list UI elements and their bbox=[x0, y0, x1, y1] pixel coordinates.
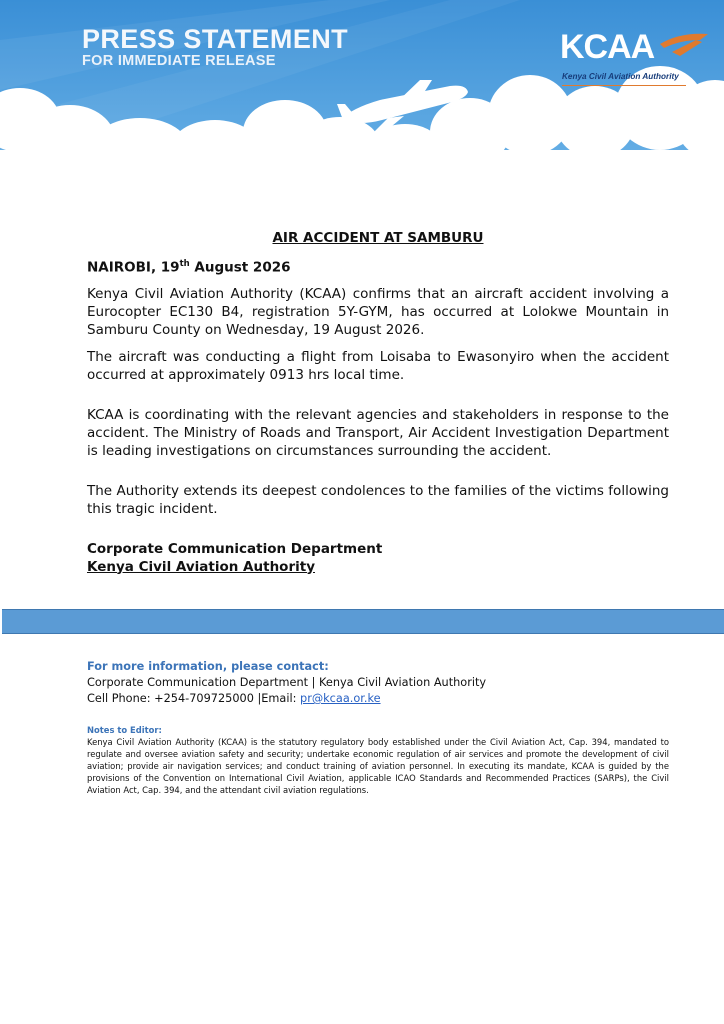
dateline-sup: th bbox=[179, 259, 190, 269]
signature-organization: Kenya Civil Aviation Authority bbox=[87, 558, 315, 575]
contact-phone-line bbox=[87, 691, 677, 707]
contact-line: Corporate Communication Department | Kenya Civil Aviation Authority bbox=[87, 676, 487, 689]
contact-title: For more information, please contact: bbox=[87, 660, 329, 673]
header-banner bbox=[0, 0, 724, 195]
dateline-prefix: NAIROBI, 19 bbox=[87, 259, 180, 276]
email-link[interactable]: pr@kcaa.or.ke bbox=[300, 692, 381, 705]
logo-underline bbox=[562, 85, 686, 86]
phone-text: Cell Phone: +254-709725000 |Email: bbox=[87, 692, 301, 705]
dateline bbox=[87, 259, 669, 276]
divider-bar bbox=[2, 609, 724, 634]
paragraph-1: Kenya Civil Aviation Authority (KCAA) confirms that an aircraft accident involving a Eurocopter EC130 B4, registration 5Y-GYM, has occurred at Lolokwe Mountain in Samburu County on Wednesday, 19 August 2026. bbox=[87, 285, 669, 338]
signature-department: Corporate Communication Department bbox=[87, 540, 383, 557]
logo-subtitle: Kenya Civil Aviation Authority bbox=[562, 72, 679, 81]
contact-info bbox=[87, 659, 677, 707]
logo-text: KCAA bbox=[560, 28, 655, 66]
notes-to-editor bbox=[87, 724, 669, 796]
article-heading: AIR ACCIDENT AT SAMBURU bbox=[272, 230, 484, 246]
paragraph-4: The Authority extends its deepest condolences to the families of the victims following this tragic incident. bbox=[87, 482, 669, 517]
paragraph-2: The aircraft was conducting a flight from Loisaba to Ewasonyiro when the accident occurred at approximately 0913 hrs local time. bbox=[87, 348, 669, 383]
paragraph-3: KCAA is coordinating with the relevant agencies and stakeholders in response to the accident. The Ministry of Roads and Transport, Air Accident Investigation Department is leading investigations on circumstances surrounding the accident. bbox=[87, 406, 669, 459]
notes-title: Notes to Editor: bbox=[87, 725, 162, 735]
article-body bbox=[87, 230, 669, 576]
press-statement-subtitle: FOR IMMEDIATE RELEASE bbox=[82, 53, 276, 69]
kcaa-logo bbox=[560, 22, 710, 92]
press-statement-title: PRESS STATEMENT bbox=[82, 24, 349, 54]
notes-body: Kenya Civil Aviation Authority (KCAA) is the statutory regulatory body established under the Civil Aviation Act, Cap. 394, mandated to regulate and oversee aviation safety and security; undertake economic regulation of air services and promote the development of civil aviation; provide air navigation services; and conduct training of aviation personnel. In executing its mandate, KCAA is guided by the provisions of the Convention on International Civil Aviation, applicable ICAO Standards and Recommended Practices (SARPs), the Civil Aviation Act, Cap. 394, and the attendant civil aviation regulations. bbox=[87, 737, 669, 795]
dateline-suffix: August 2026 bbox=[189, 259, 291, 276]
